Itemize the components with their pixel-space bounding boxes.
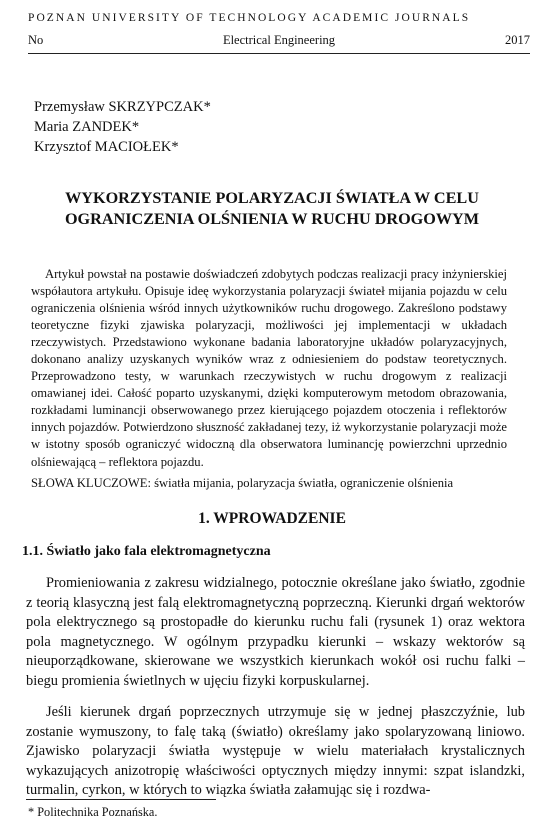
keywords: SŁOWA KLUCZOWE: światła mijania, polaryzacja światła, ograniczenie olśnienia	[31, 476, 454, 490]
author-list	[34, 97, 211, 157]
body-paragraph-2: Jeśli kierunek drgań poprzecznych utrzymuje się w jednej płaszczyźnie, lub zostanie wymuszony, to falę taką (światło) określamy jako spolaryzowaną liniowo. Zjawisko polaryzacji światła występuje w wielu materiałach krystalicznych wykazujących anizotropię właściwości optycznych między innymi: szpat islandzki, turmalin, cyrkon, w których to wiązka światła załamując się i rozdwa-	[26, 704, 525, 798]
paper-title	[20, 188, 524, 230]
journal-field: Electrical Engineering	[222, 33, 336, 47]
author-2: Maria ZANDEK*	[34, 119, 140, 135]
footnote: * Politechnika Poznańska.	[28, 805, 158, 819]
section-heading: 1. WPROWADZENIE	[198, 510, 346, 527]
title-line-2: OGRANICZENIA OLŚNIENIA W RUCHU DROGOWYM	[64, 210, 480, 228]
journal-name: POZNAN UNIVERSITY OF TECHNOLOGY ACADEMIC JOURNALS	[28, 12, 471, 24]
abstract: Artykuł powstał na postawie doświadczeń zdobytych podczas realizacji pracy inżynierskiej współautora artykułu. Opisuje ideę wykorzystania polaryzacji świateł mijania pojazdu w celu ograniczenia olśnienia wśród innych użytkowników ruchu drogowego. Zakreślono podstawy teoretyczne fizyki zjawiska polaryzacji, możliwości jej implementacji w układach rzeczywistych. Przedstawiono wykonane badania laboratoryjne układów polaryzacyjnych, dokonano analizy uzyskanych wyników wraz z odniesieniem do podstaw teoretycznych. Przeprowadzono testy, w warunkach rzeczywistych w ruchu drogowym z realizacji omawianej idei. Całość poparto uzyskanymi, dzięki komputerowym metodom obrazowania, rozkładami luminancji obserwowanego przez kierującego pojazdem otoczenia i reflektorów innych pojazdów. Potwierdzono słuszność zakładanej tezy, iż wykorzystanie polaryzacji może w istotny sposób ograniczyć widoczną dla obserwatora luminancję powierzchni uprzednio olśniewającą – reflektora pojazdu.	[31, 267, 507, 469]
header-rule	[28, 53, 530, 54]
footnote-rule	[26, 799, 216, 800]
journal-year: 2017	[505, 33, 530, 47]
author-3: Krzysztof MACIOŁEK*	[34, 139, 179, 155]
author-1: Przemysław SKRZYPCZAK*	[34, 99, 211, 115]
subsection-heading: 1.1. Światło jako fala elektromagnetyczna	[22, 544, 271, 559]
title-line-1: WYKORZYSTANIE POLARYZACJI ŚWIATŁA W CELU	[65, 189, 479, 207]
body-paragraph-1: Promieniowania z zakresu widzialnego, potocznie określane jako światło, zgodnie z teorią klasyczną jest falą elektromagnetyczną poprzeczną. Kierunki drgań wektorów pola elektrycznego są prostopadłe do kierunku ruchu fali (rysunek 1) oraz wektora pola magnetycznego. W ogólnym przypadku kierunki – wskazy wektorów są nieuporządkowane, skierowane we wszystkich kierunkach wokół osi ruchu falki – biegu promienia świetlnych w ujęciu fizyki korpuskularnej.	[26, 575, 525, 689]
issue-number: No	[28, 33, 44, 47]
